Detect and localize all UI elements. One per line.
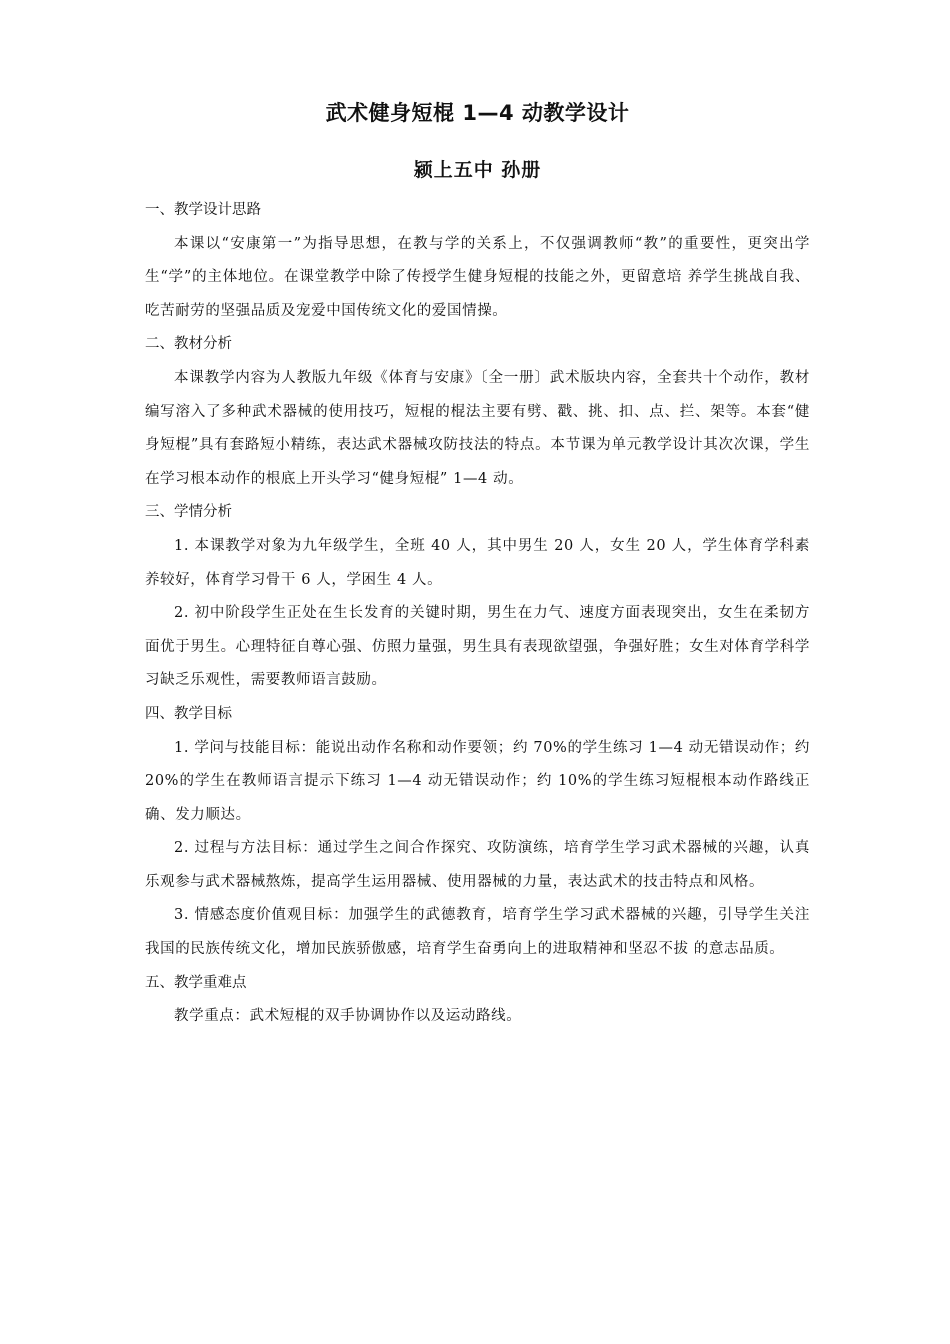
section-paragraph: 2. 初中阶段学生正处在生长发育的关键时期，男生在力气、速度方面表现突出，女生在柔韧方面优于男生。心理特征自尊心强、仿照力量强，男生具有表现欲望强，争强好胜；女生对体育学科学习缺乏乐观性，需要教师语言鼓励。 [145, 605, 810, 689]
document-body [145, 194, 810, 1034]
section-teaching-goals [145, 698, 810, 967]
section-paragraph: 本课以“安康第一”为指导思想，在教与学的关系上，不仅强调教师“教”的重要性，更突出学生“学”的主体地位。在课堂教学中除了传授学生健身短棍的技能之外，更留意培 养学生挑战自我、吃苦耐劳的坚强品质及宠爱中国传统文化的爱国情操。 [145, 235, 810, 319]
section-student-analysis [145, 496, 810, 698]
section-paragraph: 1. 本课教学对象为九年级学生，全班 40 人，其中男生 20 人，女生 20 人，学生体育学科素养较好，体育学习骨干 6 人，学困生 4 人。 [145, 537, 810, 588]
section-material-analysis [145, 328, 810, 496]
section-paragraph: 本课教学内容为人教版九年级《体育与安康》〔全一册〕武术版块内容，全套共十个动作，教材编写溶入了多种武术器械的使用技巧，短棍的棍法主要有劈、戳、挑、扣、点、拦、架等。本套“健身短棍”具有套路短小精练，表达武术器械攻防技法的特点。本节课为单元教学设计其次次课，学生在学习根本动作的根底上开头学习“健身短棍” 1—4 动。 [145, 369, 810, 487]
section-design-idea [145, 194, 810, 328]
section-paragraph: 1. 学问与技能目标：能说出动作名称和动作要领；约 70%的学生练习 1—4 动无错误动作；约 20%的学生在教师语言提示下练习 1—4 动无错误动作；约 10%的学生练习短棍根本动作路线正确、发力顺达。 [145, 739, 810, 823]
section-heading: 二、教材分析 [145, 336, 232, 353]
section-heading: 三、学情分析 [145, 504, 232, 521]
section-paragraph: 3. 情感态度价值观目标：加强学生的武德教育，培育学生学习武术器械的兴趣，引导学生关注我国的民族传统文化，增加民族骄傲感，培育学生奋勇向上的进取精神和坚忍不拔 的意志品质。 [145, 907, 810, 958]
document-title: 武术健身短棍 1—4 动教学设计 [325, 101, 630, 125]
section-heading: 一、教学设计思路 [145, 202, 261, 218]
section-paragraph: 教学重点：武术短棍的双手协调协作以及运动路线。 [174, 1008, 522, 1025]
section-paragraph: 2. 过程与方法目标：通过学生之间合作探究、攻防演练，培育学生学习武术器械的兴趣，认真乐观参与武术器械熬炼，提高学生运用器械、使用器械的力量，表达武术的技击特点和风格。 [145, 840, 810, 890]
section-heading: 四、教学目标 [145, 705, 232, 722]
section-key-points [145, 967, 810, 1034]
document-page [145, 98, 810, 1034]
section-heading: 五、教学重难点 [145, 974, 247, 991]
document-author: 颍上五中 孙册 [413, 159, 542, 181]
